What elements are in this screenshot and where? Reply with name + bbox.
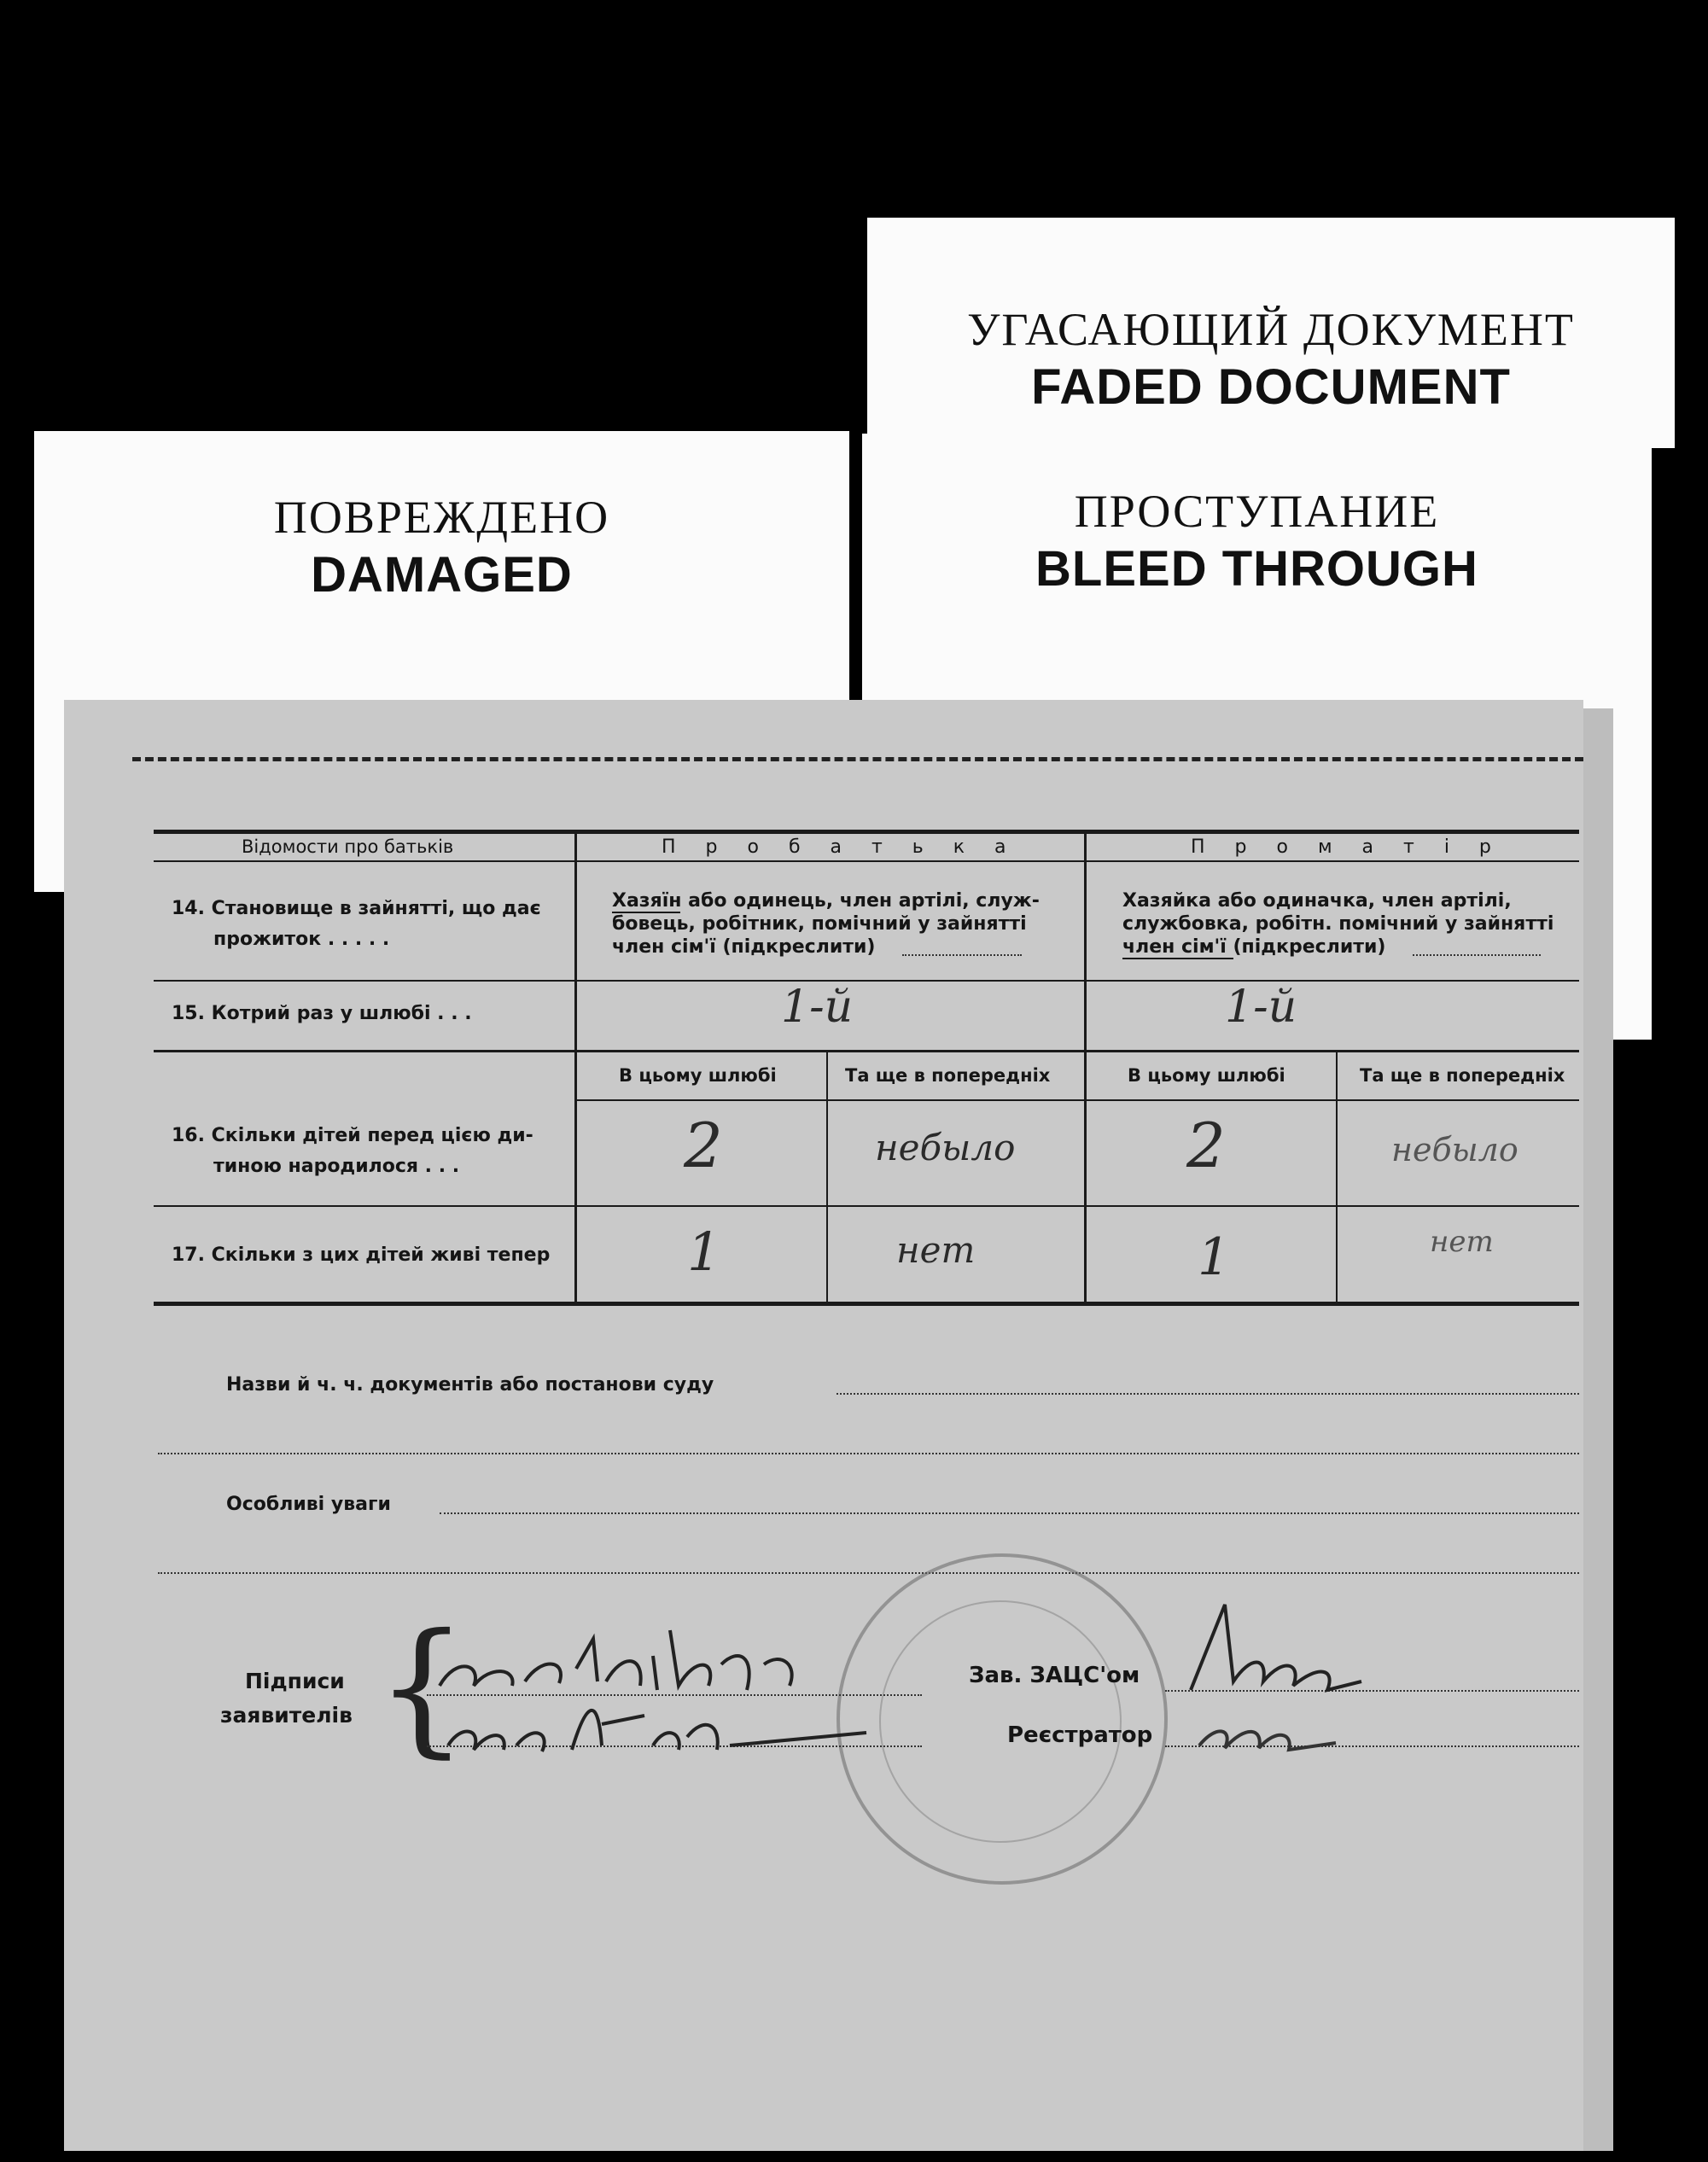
registration-form-sheet xyxy=(64,700,1583,2151)
row16-mother-current: 2 xyxy=(1186,1110,1226,1181)
row14-mother-line3: член сім'ї (підкреслити) xyxy=(1122,936,1386,958)
row15-father-value: 1-й xyxy=(781,982,854,1033)
row16-father-previous: небыло xyxy=(875,1127,1016,1168)
row16-bottom-rule xyxy=(154,1205,1579,1207)
col-divider-1 xyxy=(574,832,577,1304)
documents-line-2 xyxy=(158,1453,1579,1454)
notes-line-1 xyxy=(440,1512,1579,1514)
row14-father-line1: Хазяїн або одинець, член артілі, служ- xyxy=(612,890,1040,912)
row14-bottom-rule xyxy=(154,980,1579,982)
row15-bottom-rule xyxy=(154,1050,1579,1052)
row14-father-dots xyxy=(902,954,1022,956)
row17-father-previous: нет xyxy=(896,1229,976,1271)
faded-document-card xyxy=(867,218,1675,448)
table-top-rule xyxy=(154,830,1579,834)
subheader-mother-current: В цьому шлюбі xyxy=(1128,1065,1285,1086)
head-registry-label: Зав. ЗАЦС'ом xyxy=(969,1663,1140,1688)
col-divider-father-sub xyxy=(826,1052,828,1304)
mother-choice-underline xyxy=(1122,958,1233,959)
header-father: П р о б а т ь к а xyxy=(662,836,1018,858)
tear-line xyxy=(132,757,1583,761)
subheader-bottom-rule xyxy=(576,1099,1579,1101)
header-parents-info: Відомости про батьків xyxy=(242,836,454,857)
notes-line-2 xyxy=(158,1572,1579,1574)
signatures-label-line2: заявителів xyxy=(220,1703,353,1728)
row14-label-line2: прожиток . . . . . xyxy=(213,929,390,950)
row15-label: 15. Котрий раз у шлюбі . . . xyxy=(172,1003,472,1024)
row17-mother-current: 1 xyxy=(1198,1227,1231,1287)
row14-label-line1: 14. Становище в зайнятті, що дає xyxy=(172,898,541,919)
bleed-label-en: BLEED THROUGH xyxy=(1035,541,1478,597)
back-page-edge xyxy=(1583,708,1613,2151)
row14-mother-line2: службовка, робітн. помічний у зайнятті xyxy=(1122,913,1554,935)
damaged-label-en: DAMAGED xyxy=(311,547,573,603)
signatures-label-line1: Підписи xyxy=(245,1669,345,1693)
row17-mother-previous: нет xyxy=(1430,1225,1494,1259)
registrar-label: Реєстратор xyxy=(1007,1722,1153,1748)
subheader-mother-previous: Та ще в попередніх xyxy=(1360,1065,1565,1086)
subheader-father-previous: Та ще в попередніх xyxy=(845,1065,1051,1086)
row16-mother-previous: небыло xyxy=(1391,1131,1519,1168)
row15-mother-value: 1-й xyxy=(1225,982,1297,1033)
row16-father-current: 2 xyxy=(684,1110,723,1181)
table-bottom-rule xyxy=(154,1302,1579,1306)
applicant-signatures xyxy=(423,1605,969,1775)
row14-mother-dots xyxy=(1413,954,1541,956)
header-mother: П р о м а т і р xyxy=(1191,836,1503,858)
faded-label-ru: УГАСАЮЩИЙ ДОКУМЕНТ xyxy=(967,304,1575,355)
row16-label-line1: 16. Скільки дітей перед цією ди- xyxy=(172,1125,533,1146)
damaged-label-ru: ПОВРЕЖДЕНО xyxy=(273,492,610,543)
documents-line-1 xyxy=(837,1393,1579,1395)
signatures-brace: { xyxy=(376,1603,469,1772)
documents-label: Назви й ч. ч. документів або постанови суду xyxy=(226,1374,714,1396)
row16-label-line2: тиною народилося . . . xyxy=(213,1156,460,1177)
subheader-father-current: В цьому шлюбі xyxy=(619,1065,777,1086)
faded-label-en: FADED DOCUMENT xyxy=(1031,359,1511,415)
row14-father-line2: бовець, робітник, помічний у зайнятті xyxy=(612,913,1027,935)
col-divider-mother-sub xyxy=(1336,1052,1338,1304)
header-bottom-rule xyxy=(154,860,1579,862)
row17-father-current: 1 xyxy=(687,1221,721,1283)
father-choice-underline xyxy=(612,912,680,913)
notes-label: Особливі уваги xyxy=(226,1494,391,1515)
official-signatures xyxy=(1174,1588,1481,1758)
col-divider-2 xyxy=(1084,832,1087,1304)
row17-label: 17. Скільки з цих дітей живі тепер xyxy=(172,1244,551,1266)
row14-father-line3: член сім'ї (підкреслити) xyxy=(612,936,876,958)
bleed-label-ru: ПРОСТУПАНИЕ xyxy=(1074,486,1440,537)
row14-mother-line1: Хазяйка або одиначка, член артілі, xyxy=(1122,890,1512,912)
